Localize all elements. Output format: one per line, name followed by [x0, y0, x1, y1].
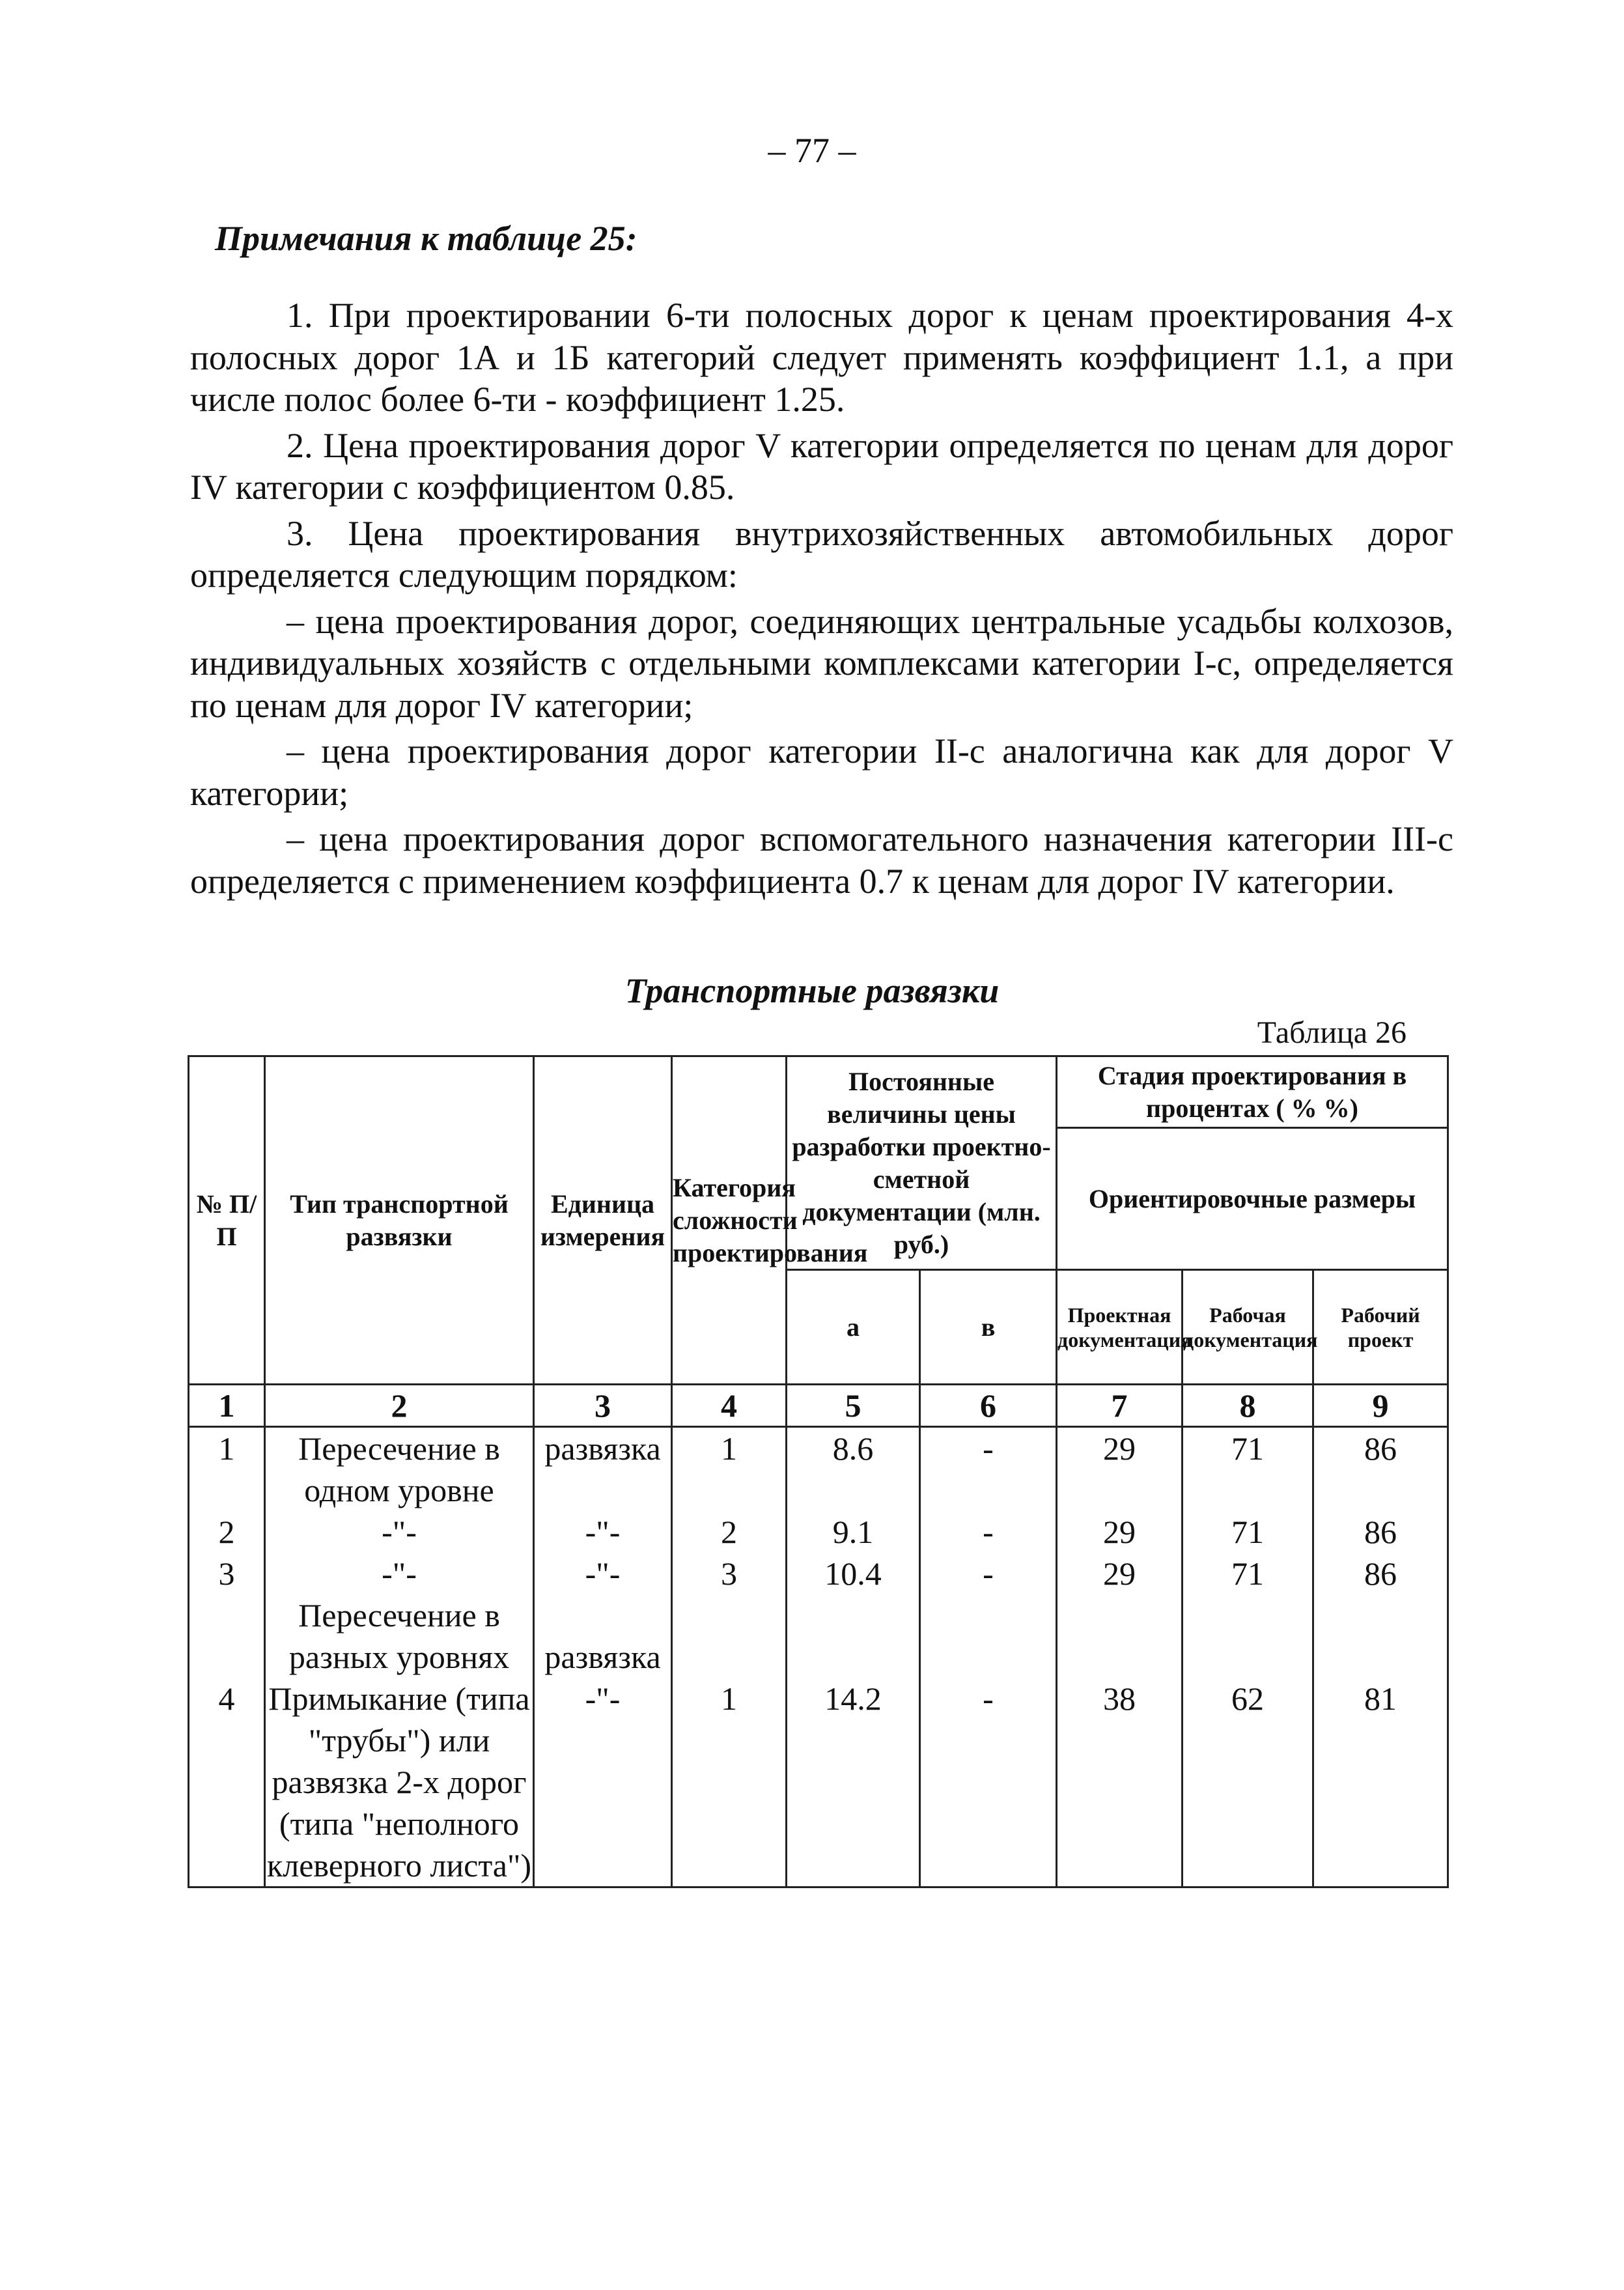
- header-type: Тип транспортной развязки: [265, 1056, 534, 1385]
- cell-design-doc: 29: [1057, 1427, 1183, 1512]
- cell-work-proj: 86: [1313, 1511, 1448, 1553]
- note-1: 1. При проектировании 6-ти полосных дорог к ценам проектирования 4-х полосных дорог 1А и 1Б категорий следует применять коэффициент 1.1, а при числе полос более 6-ти - коэффициент 1.25.: [190, 296, 1453, 419]
- cell-unit: развязка: [534, 1594, 672, 1678]
- cell-work-doc: [1183, 1594, 1313, 1678]
- cell-b: -: [920, 1553, 1057, 1594]
- cell-num: 1: [189, 1427, 265, 1512]
- cell-num: 3: [189, 1553, 265, 1594]
- cell-b: -: [920, 1427, 1057, 1512]
- cell-type: -"-: [265, 1553, 534, 1594]
- note-2: 2. Цена проектирования дорог V категории определяется по ценам для дорог IV категории с коэффициентом 0.85.: [190, 425, 1453, 507]
- cell-category: 1: [672, 1678, 787, 1887]
- column-number: 3: [534, 1385, 672, 1427]
- cell-category: 3: [672, 1553, 787, 1594]
- cell-num: 4: [189, 1678, 265, 1887]
- note-3-item-3: – цена проектирования дорог вспомогательного назначения категории III-с определяется с применением коэффициента 0.7 к ценам для дорог IV категории.: [190, 819, 1453, 901]
- cell-b: [920, 1594, 1057, 1678]
- cell-num: 2: [189, 1511, 265, 1553]
- table-row: [189, 1678, 1448, 1887]
- cell-design-doc: [1057, 1594, 1183, 1678]
- cell-unit: -"-: [534, 1511, 672, 1553]
- cell-work-doc: 71: [1183, 1427, 1313, 1512]
- note-3-item-2: – цена проектирования дорог категории II-с аналогична как для дорог V категории;: [190, 731, 1453, 813]
- table-row: [189, 1511, 1448, 1553]
- column-number: 5: [787, 1385, 920, 1427]
- cell-design-doc: 29: [1057, 1553, 1183, 1594]
- cell-unit: -"-: [534, 1553, 672, 1594]
- column-number: 7: [1057, 1385, 1183, 1427]
- header-work-proj: Рабочий проект: [1313, 1270, 1448, 1385]
- column-number: 2: [265, 1385, 534, 1427]
- interchange-table: [188, 1055, 1449, 1888]
- cell-work-proj: 81: [1313, 1678, 1448, 1887]
- header-stage: Стадия проектирования в процентах ( % %): [1057, 1056, 1448, 1128]
- column-number: 9: [1313, 1385, 1448, 1427]
- cell-work-doc: 71: [1183, 1553, 1313, 1594]
- cell-work-proj: 86: [1313, 1427, 1448, 1512]
- header-work-doc: Рабочая документация: [1183, 1270, 1313, 1385]
- table-title: Транспортные развязки: [624, 971, 1000, 1010]
- cell-unit: развязка: [534, 1427, 672, 1512]
- cell-unit: -"-: [534, 1678, 672, 1887]
- page-number: – 77 –: [768, 131, 856, 170]
- header-unit: Единица измерения: [534, 1056, 672, 1385]
- cell-a: 14.2: [787, 1678, 920, 1887]
- cell-category: 1: [672, 1427, 787, 1512]
- table-row: [189, 1427, 1448, 1512]
- column-number: 1: [189, 1385, 265, 1427]
- cell-work-doc: 71: [1183, 1511, 1313, 1553]
- table-row: [189, 1553, 1448, 1594]
- cell-num: [189, 1594, 265, 1678]
- header-a: а: [787, 1270, 920, 1385]
- cell-type: Примыкание (типа "трубы") или развязка 2-х дорог (типа "неполного клеверного листа"): [265, 1678, 534, 1887]
- cell-type: Пересечение в одном уровне: [265, 1427, 534, 1512]
- column-number: 8: [1183, 1385, 1313, 1427]
- header-num: № П/П: [189, 1056, 265, 1385]
- notes-section: [190, 294, 1453, 906]
- column-number: 4: [672, 1385, 787, 1427]
- cell-a: [787, 1594, 920, 1678]
- cell-a: 9.1: [787, 1511, 920, 1553]
- cell-work-proj: 86: [1313, 1553, 1448, 1594]
- cell-design-doc: 29: [1057, 1511, 1183, 1553]
- cell-b: -: [920, 1511, 1057, 1553]
- cell-work-proj: [1313, 1594, 1448, 1678]
- notes-title: Примечания к таблице 25:: [215, 219, 637, 258]
- cell-category: [672, 1594, 787, 1678]
- cell-type: Пересечение в разных уровнях: [265, 1594, 534, 1678]
- cell-b: -: [920, 1678, 1057, 1887]
- note-3: 3. Цена проектирования внутрихозяйственных автомобильных дорог определяется следующим порядком:: [190, 513, 1453, 595]
- cell-a: 8.6: [787, 1427, 920, 1512]
- cell-category: 2: [672, 1511, 787, 1553]
- header-b: в: [920, 1270, 1057, 1385]
- cell-a: 10.4: [787, 1553, 920, 1594]
- note-3-item-1: – цена проектирования дорог, соединяющих центральные усадьбы колхозов, индивидуальных хозяйств с отдельными комплексами категории I-с, определяется по ценам для дорог IV категории;: [190, 601, 1453, 725]
- column-number: 6: [920, 1385, 1057, 1427]
- cell-type: -"-: [265, 1511, 534, 1553]
- header-constants: Постоянные величины цены разработки проектно-сметной документации (млн. руб.): [787, 1056, 1057, 1270]
- table-row: [189, 1594, 1448, 1678]
- header-approx: Ориентировочные размеры: [1057, 1128, 1448, 1270]
- column-number-row: [189, 1385, 1448, 1427]
- table-label: Таблица 26: [1257, 1015, 1407, 1050]
- cell-design-doc: 38: [1057, 1678, 1183, 1887]
- cell-work-doc: 62: [1183, 1678, 1313, 1887]
- header-category: Категория сложности проектирования: [672, 1056, 787, 1385]
- header-design-doc: Проектная документация: [1057, 1270, 1183, 1385]
